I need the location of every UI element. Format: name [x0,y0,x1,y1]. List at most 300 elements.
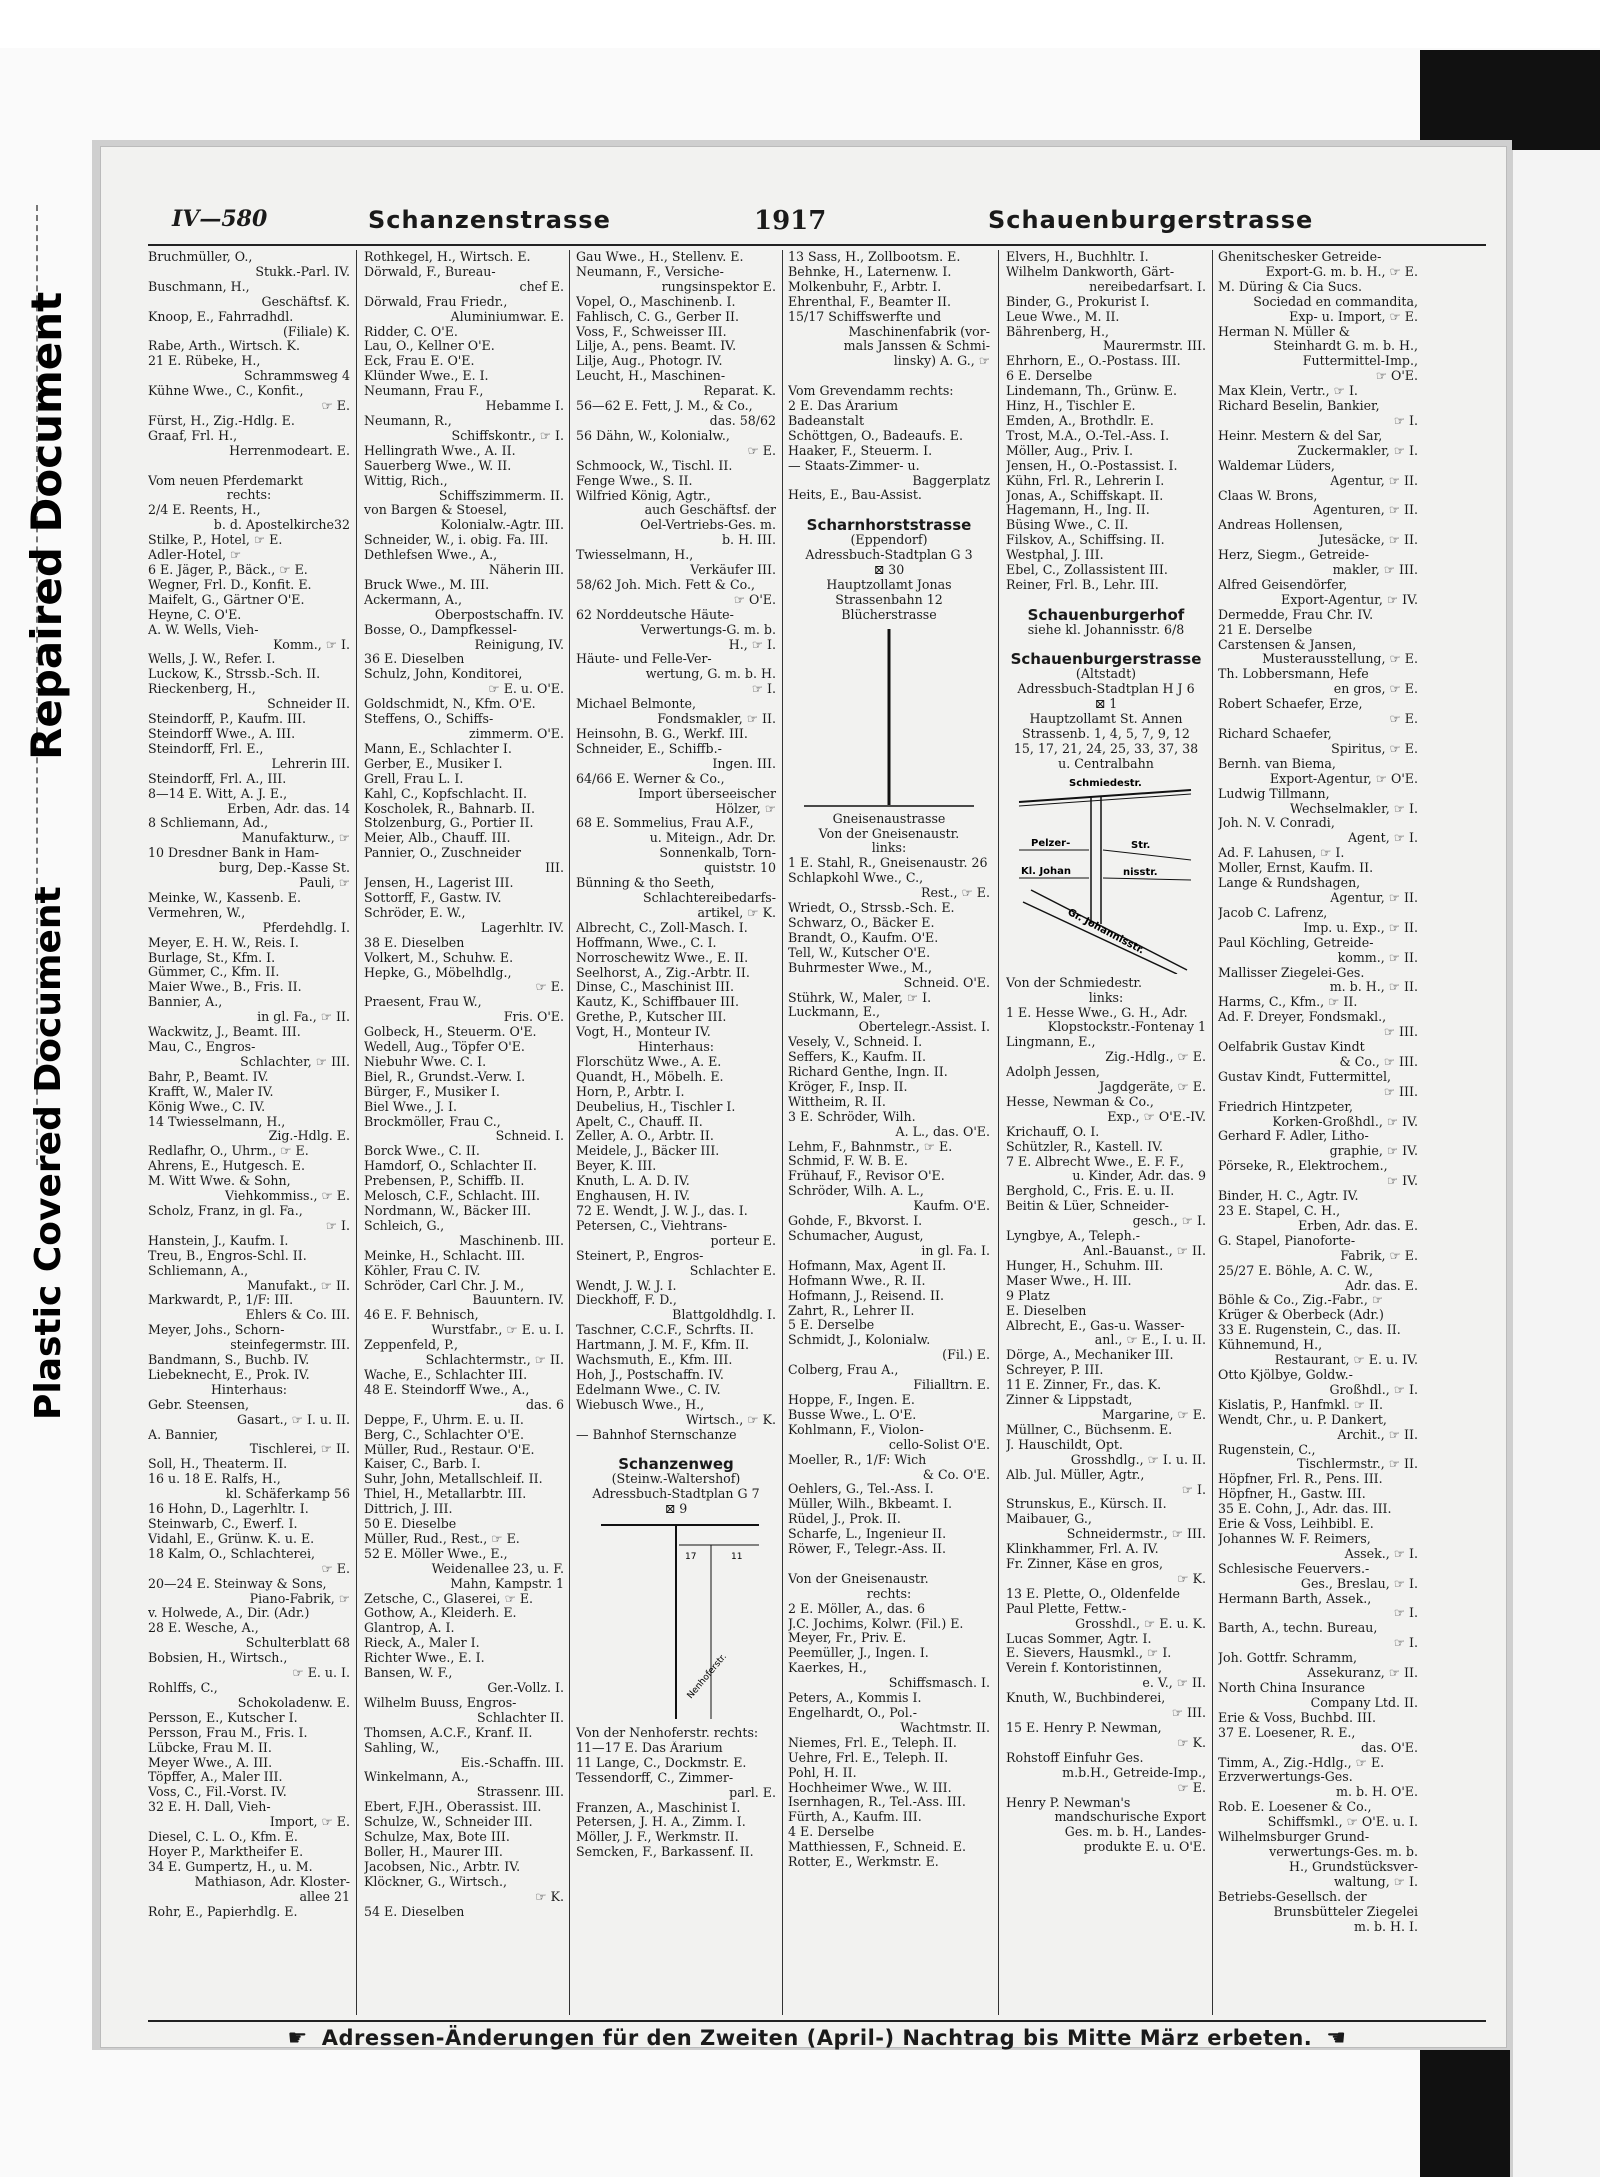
entry-continuation: Assekuranz, ☞ II. [1307,1666,1418,1681]
directory-entry-line: Mann, E., Schlachter I. [364,741,512,756]
directory-entry-line: Schlapkohl Wwe., C., [788,871,924,886]
directory-entry-line: Th. Lobbersmann, Hefe [1218,667,1369,682]
directory-entry-line: Fenge Wwe., S. II. [576,473,693,488]
entry-continuation: ☞ K. [1177,1735,1206,1750]
directory-entry-line: Gümmer, C., Kfm. II. [148,965,280,980]
entry-continuation: Company Ltd. II. [1310,1695,1418,1710]
directory-entry-line: Lucas Sommer, Agtr. I. [1006,1631,1152,1646]
entry-continuation: A. L., das. O'E. [895,1124,990,1139]
directory-entry-line: Glantrop, A. I. [364,1621,455,1636]
entry-continuation: Wurstfabr., ☞ E. u. I. [431,1323,564,1338]
directory-entry-line: Hermann Barth, Assek., [1218,1591,1372,1606]
directory-entry-line: 16 u. 18 E. Ralfs, H., [148,1472,281,1487]
directory-entry-line: Sauerberg Wwe., W. II. [364,458,512,473]
directory-entry-line: 46 E. F. Behnisch, [364,1308,479,1323]
directory-entry-line: Albrecht, C., Zoll-Masch. I. [576,920,748,935]
directory-entry-line: Schulze, Max, Bote III. [364,1830,510,1845]
directory-entry-line: Deubelius, H., Tischler I. [576,1099,736,1114]
entry-continuation: ☞ I. [1393,413,1418,428]
directory-entry-line: Seffers, K., Kaufm. II. [788,1050,926,1065]
directory-entry-line: Berghold, C., Fris. E. u. II. [1006,1184,1175,1199]
directory-entry-line: Soll, H., Theaterm. II. [148,1457,288,1472]
directory-entry-line: Meidele, J., Bäcker III. [576,1144,720,1159]
directory-entry-line: Vermehren, W., [148,905,246,920]
entry-continuation: ☞ O'E. [733,592,776,607]
directory-entry-line: Markwardt, P., 1/F: III. [148,1293,294,1308]
entry-continuation: ☞ I. [1393,1606,1418,1621]
directory-entry-line: Neumann, Frau F., [364,384,484,399]
directory-entry-line: Ebel, C., Zollassistent III. [1006,563,1168,578]
directory-entry-line: Hofmann Wwe., R. II. [788,1273,926,1288]
entry-continuation: ☞ E. u. O'E. [488,682,564,697]
directory-entry-line: Kaiser, C., Barb. I. [364,1457,481,1472]
directory-entry-line: 58/62 Joh. Mich. Fett & Co., [576,577,755,592]
directory-entry-line: Erie & Voss, Buchbd. III. [1218,1710,1376,1725]
directory-entry-line: Dittrich, J. III. [364,1502,453,1517]
entry-continuation: ☞ III. [1383,1084,1418,1099]
directory-entry-line: Buhrmester Wwe., M., [788,960,932,975]
directory-entry-line: Knoop, E., Fahrradhdl. [148,309,294,324]
directory-entry-line: Von der Gneisenaustr. [788,1571,929,1586]
directory-entry-line: Albrecht, E., Gas-u. Wasser- [1006,1318,1185,1333]
entry-continuation: Agenturen, ☞ II. [1313,503,1418,518]
map-street-label: Nenhoferstr. [685,1651,730,1701]
directory-entry-line: Frühauf, F., Revisor O'E. [788,1169,945,1184]
directory-entry-line: Klöckner, G., Wirtsch., [364,1874,507,1889]
entry-continuation: Ehlers & Co. III. [245,1308,350,1323]
map-street-label: Gr. Johannisstr. [1065,906,1146,957]
directory-entry-line: Schulze, W., Schneider III. [364,1815,533,1830]
directory-entry-line: — Bahnhof Sternschanze [576,1427,737,1442]
directory-entry-line: 8—14 E. Witt, A. J. E., [148,786,288,801]
directory-entry-line: Schumacher, August, [788,1229,924,1243]
directory-entry-line: Krüger & Oberbeck (Adr.) [1218,1308,1384,1323]
entry-continuation: Korken-Großhdl., ☞ IV. [1272,1114,1418,1129]
directory-entry-line: Wache, E., Schlachter III. [364,1367,528,1382]
directory-entry-line: Wackwitz, J., Beamt. III. [148,1025,301,1040]
directory-entry-line: Rotter, E., Werkmstr. E. [788,1855,939,1870]
directory-entry-line: 9 Platz [1006,1288,1050,1303]
directory-entry-line: Lübcke, Frau M. II. [148,1740,272,1755]
directory-entry-line: Voss, C., Fil.-Vorst. IV. [148,1785,287,1800]
column-divider [782,250,783,2015]
directory-entry-line: Schwarz, O., Bäcker E. [788,915,935,930]
directory-entry-line: Westphal, J. III. [1006,548,1104,563]
entry-continuation: Lehrerin III. [271,756,350,771]
entry-continuation: Manufakt., ☞ II. [247,1278,350,1293]
page-number: IV—580 [172,206,268,232]
directory-entry-line: E. Dieselben [1006,1303,1087,1318]
directory-entry-line: 64/66 E. Werner & Co., [576,771,725,786]
footer-rule [148,2020,1486,2022]
directory-entry-line: Jacobsen, Nic., Arbtr. IV. [364,1859,521,1874]
section-subheading: Hinterhaus: [210,1382,288,1397]
entry-continuation: Ges., Breslau, ☞ I. [1300,1576,1418,1591]
section-subheading: links: [1088,990,1124,1005]
entry-continuation: Erben, Adr. das. 14 [227,801,350,816]
entry-continuation: Komm., ☞ I. [273,637,350,652]
entry-continuation: m. b. H., ☞ II. [1329,980,1418,995]
directory-entry-line: Dieckhoff, F. D., [576,1293,677,1308]
directory-entry-line: Wittig, Rich., [364,473,448,488]
directory-entry-line: Johannes W. F. Reimers, [1218,1531,1371,1546]
entry-continuation: zimmerm. O'E. [469,727,564,741]
directory-entry-line: Redlafhr, O., Uhrm., ☞ E. [148,1144,309,1159]
entry-continuation: Sonnenkalb, Torn- [659,846,776,861]
directory-entry-line: Stührk, W., Maler, ☞ I. [788,990,932,1005]
section-subheading: Hinterhaus: [637,1040,715,1055]
entry-continuation: ☞ I. [751,682,776,697]
entry-continuation: (Fil.) E. [942,1348,990,1363]
directory-entry-line: Richard Beselin, Bankier, [1218,399,1380,414]
directory-entry-line: Henry P. Newman's [1006,1795,1131,1810]
directory-entry-line: Rohr, E., Papierhdlg. E. [148,1904,298,1919]
entry-continuation: anl., ☞ E., I. u. II. [1094,1333,1206,1348]
entry-continuation: cello-Solist O'E. [888,1437,990,1452]
entry-continuation: Schlachtereibedarfs- [643,890,776,905]
directory-entry-line: Schneider, E., Schiffb.- [576,741,722,756]
directory-entry-line: Paul Plette, Fettw.- [1006,1601,1127,1616]
entry-continuation: Schrammsweg 4 [244,369,350,384]
directory-entry-line: Biel Wwe., J. I. [364,1099,458,1114]
directory-entry-line: Praesent, Frau W., [364,995,482,1010]
directory-entry-line: Behnke, H., Laternenw. I. [788,264,952,279]
directory-entry-line: Fahlisch, C. G., Gerber II. [576,309,740,324]
entry-continuation: Brunsbütteler Ziegelei [1273,1904,1418,1919]
entry-continuation: Tischlermstr., ☞ II. [1297,1457,1418,1472]
header-year: 1917 [754,206,827,236]
entry-continuation: & Co. O'E. [922,1467,990,1482]
entry-continuation: Geschäftsf. K. [261,294,350,309]
directory-entry-line: Rieckenberg, H., [148,682,256,697]
entry-continuation: Schiffsmkl., ☞ O'E. u. I. [1267,1815,1418,1830]
street-info: Gneisenaustrasse [832,811,946,826]
entry-continuation: Pauli, ☞ [299,876,350,891]
street-info: Hauptzollamt Jonas [826,577,952,592]
entry-continuation: Musterausstellung, ☞ E. [1262,652,1418,667]
directory-entry-line: Verein f. Kontoristinnen, [1006,1661,1163,1676]
directory-entry-line: Hinz, H., Tischler E. [1006,399,1136,414]
entry-continuation: das. O'E. [1360,1740,1418,1755]
directory-entry-line: Steindorff, Frl. A., III. [148,771,287,786]
directory-entry-line: Buschmann, H., [148,279,250,294]
directory-entry-line: Busse Wwe., L. O'E. [788,1407,917,1422]
entry-continuation: Anl.-Bauanst., ☞ II. [1083,1244,1206,1258]
directory-entry-line: 56—62 E. Fett, J. M., & Co., [576,399,753,414]
directory-entry-line: G. Stapel, Pianoforte- [1218,1233,1356,1248]
entry-continuation: Schlachtermstr., ☞ II. [425,1353,564,1368]
directory-entry-line: Ad. F. Dreyer, Fondsmakl., [1218,1010,1387,1025]
column-divider [356,250,357,2015]
spacer [1006,638,1206,653]
entry-continuation: & Co., ☞ III. [1339,1054,1418,1069]
directory-entry-line: Treu, B., Engros-Schl. II. [148,1248,307,1263]
directory-entry-line: Gerhard F. Adler, Litho- [1218,1129,1369,1144]
directory-entry-line: Ehrhorn, E., O.-Postass. III. [1006,354,1181,369]
entry-continuation: parl. E. [729,1785,776,1800]
directory-entry-line: Steindorff Wwe., A. III. [148,726,296,741]
entry-continuation: Manufakturw., ☞ [241,831,350,846]
directory-entry-line: Bährenberg, H., [1006,324,1110,339]
directory-entry-line: Hellingrath Wwe., A. II. [364,443,516,458]
directory-entry-line: Andreas Hollensen, [1218,518,1343,533]
directory-entry-line: Fr. Zinner, Käse en gros, [1006,1557,1164,1572]
street-info: (Altstadt) [1075,667,1137,682]
entry-continuation: Baggerplatz [912,473,990,488]
directory-entry-line: J.C. Jochims, Kolwr. (Fil.) E. [788,1616,964,1631]
directory-entry-line: Lau, O., Kellner O'E. [364,339,495,354]
directory-entry-line: Badeanstalt [788,413,865,428]
directory-entry-line: Adler-Hotel, ☞ [148,548,242,563]
directory-entry-line: Elvers, H., Buchhltr. I. [1006,250,1149,264]
entry-continuation: Fondsmakler, ☞ II. [657,712,776,727]
directory-entry-line: Berg, C., Schlachter O'E. [364,1427,525,1442]
entry-continuation: artikel, ☞ K. [697,905,776,920]
entry-continuation: produkte E. u. O'E. [1083,1840,1206,1855]
directory-entry-line: Gebr. Steensen, [148,1397,249,1412]
directory-entry-line: Adolph Jessen, [1006,1065,1100,1080]
directory-entry-line: 1 E. Hesse Wwe., G. H., Adr. [1006,1005,1188,1020]
entry-continuation: gesch., ☞ I. [1132,1214,1206,1229]
schanzenweg-street-map [581,1519,771,1724]
directory-entry-line: Hagemann, H., Ing. II. [1006,503,1150,518]
directory-entry-line: Hepke, G., Möbelhdlg., [364,965,512,980]
directory-entry-line: 36 E. Dieselben [364,652,465,667]
entry-continuation: Maschinenb. III. [459,1233,564,1248]
entry-continuation: Rest., ☞ E. [921,886,990,901]
directory-entry-line: Lange & Rundshagen, [1218,876,1361,891]
directory-entry-line: Zahrt, R., Lehrer II. [788,1303,915,1318]
directory-entry-line: Thomsen, A.C.F., Kranf. II. [364,1725,533,1740]
directory-entry-line: Rohlffs, C., [148,1680,218,1695]
entry-continuation: Zig.-Hdlg. E. [268,1129,350,1144]
directory-entry-line: Rob. E. Loesener & Co., [1218,1800,1372,1815]
entry-continuation: Weidenallee 23, u. F. [431,1561,564,1576]
entry-continuation: Verwertungs-G. m. b. [640,622,776,637]
directory-entry-line: Neumann, F., Versiche- [576,264,724,279]
directory-entry-line: 6 E. Derselbe [1006,369,1093,384]
directory-entry-line: Richard Genthe, Ingn. II. [788,1065,948,1080]
map-house-number: 11 [731,1552,743,1563]
directory-entry-line: Hofmann, Max, Agent II. [788,1258,947,1273]
directory-entry-line: Bürger, F., Musiker I. [364,1084,500,1099]
directory-entry-line: Joh. Gottfr. Schramm, [1218,1651,1358,1666]
directory-entry-line: Oelfabrik Gustav Kindt [1218,1040,1365,1055]
directory-entry-line: Lyngbye, A., Teleph.- [1006,1229,1140,1244]
directory-entry-line: 48 E. Steindorff Wwe., A., [364,1382,530,1397]
entry-continuation: Sociedad en commandita, [1253,294,1418,309]
directory-entry-line: 52 E. Möller Wwe., E., [364,1546,508,1561]
entry-continuation: Blattgoldhdlg. I. [672,1308,776,1323]
directory-entry-line: Ad. F. Lahusen, ☞ I. [1218,846,1345,861]
entry-continuation: Schlachter II. [477,1710,564,1725]
spacer [788,1557,990,1572]
entry-continuation: chef E. [519,279,564,294]
directory-entry-line: Pörseke, R., Elektrochem., [1218,1159,1388,1174]
directory-entry-line: Bansen, W. F., [364,1666,453,1681]
directory-entry-line: Schliemann, A., [148,1263,249,1278]
directory-entry-line: Hoppe, F., Ingen. E. [788,1392,915,1407]
directory-entry-line: Kohlmann, F., Violon- [788,1422,924,1437]
directory-entry-line: Kislatis, P., Hanfmkl. ☞ II. [1218,1397,1384,1412]
directory-entry-line: Ackermann, A., [364,592,463,607]
directory-entry-line: Heits, E., Bau-Assist. [788,488,922,503]
directory-entry-line: Schneider, W., i. obig. Fa. III. [364,533,549,548]
directory-entry-line: Töpffer, A., Maler III. [148,1770,283,1785]
directory-entry-line: Steindorff, Frl. E., [148,741,264,756]
entry-continuation: b. H. III. [722,533,776,548]
directory-entry-line: 38 E. Dieselben [364,935,465,950]
directory-entry-line: M. Witt Wwe. & Sohn, [148,1174,291,1189]
directory-entry-line: Bosse, O., Dampfkessel- [364,622,517,637]
directory-entry-line: 13 Sass, H., Zollbootsm. E. [788,250,961,264]
entry-continuation: Eis.-Schaffn. III. [460,1755,564,1770]
directory-entry-line: Gohde, F., Bkvorst. I. [788,1214,923,1229]
directory-entry-line: Brockmöller, Frau C., [364,1114,501,1129]
section-subheading: links: [871,841,907,856]
street-info: Strassenb. 1, 4, 5, 7, 9, 12 [1022,726,1190,741]
entry-continuation: ☞ I. [1181,1482,1206,1497]
entry-continuation: rungsinspektor E. [661,279,776,294]
entry-continuation: Import überseeischer [638,786,776,801]
directory-entry-line: Dörwald, Frau Friedr., [364,294,508,309]
map-street-label: nisstr. [1123,866,1158,878]
column-1 [148,250,350,2018]
header-left-street: Schanzenstrasse [368,206,611,234]
directory-entry-line: Vidahl, E., Grünw. K. u. E. [148,1531,315,1546]
directory-entry-line: 2/4 E. Reents, H., [148,503,261,518]
directory-entry-line: 14 Twiesselmann, H., [148,1114,286,1129]
spacer [788,369,990,384]
directory-entry-line: Ehrenthal, F., Beamter II. [788,294,952,309]
spacer [1006,593,1206,608]
entry-continuation: Import, ☞ E. [269,1815,350,1830]
directory-entry-line: Erzverwertungs-Ges. [1218,1770,1353,1785]
directory-entry-line: Meyer, Johs., Schorn- [148,1323,285,1338]
entry-continuation: m.b.H., Getreide-Imp., [1062,1765,1206,1780]
directory-entry-line: 33 E. Rugenstein, C., das. II. [1218,1323,1401,1338]
entry-continuation: Assek., ☞ I. [1344,1546,1418,1561]
directory-entry-line: Höpfner, Frl. R., Pens. III. [1218,1472,1383,1487]
directory-entry-line: 15 E. Henry P. Newman, [1006,1721,1162,1735]
entry-continuation: Adr. das. E. [1344,1278,1418,1293]
directory-entry-line: Kautz, K., Schiffbauer III. [576,995,739,1010]
scan-paper-edge [1510,150,1600,2177]
directory-entry-line: Rothkegel, H., Wirtsch. E. [364,250,531,264]
directory-entry-line: 2 E. Das Ärarium [788,399,899,414]
column-3 [576,250,776,2018]
entry-continuation: Grosshdl., ☞ E. u. K. [1075,1616,1206,1631]
directory-entry-line: Biel, R., Grundst.-Verw. I. [364,1069,526,1084]
directory-entry-line: Zinner & Lippstadt, [1006,1393,1133,1408]
directory-entry-line: Bernh. van Biema, [1218,756,1336,771]
directory-entry-line: Thiel, H., Metallarbtr. III. [364,1487,527,1502]
directory-entry-line: Claas W. Brons, [1218,488,1318,503]
directory-entry-line: Semcken, F., Barkassenf. II. [576,1845,754,1860]
directory-entry-line: Luckmann, E., [788,1005,881,1020]
directory-entry-line: Höpfner, H., Gastw. III. [1218,1487,1366,1502]
directory-entry-line: Dörge, A., Mechaniker III. [1006,1348,1174,1363]
directory-entry-line: Heinsohn, B. G., Werkf. III. [576,727,748,741]
entry-continuation: Schneid. I. [495,1129,564,1144]
directory-entry-line: Kröger, F., Insp. II. [788,1079,908,1094]
directory-entry-line: Friedrich Hintzpeter, [1218,1099,1354,1114]
directory-entry-line: Luckow, K., Strssb.-Sch. II. [148,667,321,682]
entry-continuation: ☞ K. [535,1889,564,1904]
directory-entry-line: 16 Hohn, D., Lagerhltr. I. [148,1502,309,1517]
directory-entry-line: Meier, Alb., Chauff. III. [364,831,511,846]
entry-continuation: steinfegermstr. III. [230,1338,350,1353]
directory-entry-line: Apelt, C., Chauff. II. [576,1114,703,1129]
entry-continuation: e. V., ☞ II. [1142,1676,1206,1691]
directory-entry-line: Steffens, O., Schiffs- [364,712,494,727]
side-label-plastic: Plastic Covered Document [28,886,69,1420]
directory-entry-line: Isernhagen, R., Tel.-Ass. III. [788,1795,966,1810]
directory-entry-line: 7 E. Albrecht Wwe., E. F. F., [1006,1154,1185,1169]
directory-entry-line: Büsing Wwe., C. II. [1006,518,1129,533]
footer-text: Adressen-Änderungen für den Zweiten (April-) Nachtrag bis Mitte März erbeten. [321,2026,1313,2050]
directory-entry-line: Brandt, O., Kaufm. O'E. [788,930,939,945]
street-info: Hauptzollamt St. Annen [1029,712,1183,727]
entry-continuation: Agentur, ☞ II. [1330,473,1418,488]
directory-entry-line: Niemes, Frl. E., Teleph. II. [788,1735,957,1750]
entry-continuation: Schiffszimmerm. II. [438,488,564,503]
directory-entry-line: Klinkhammer, Frl. A. IV. [1006,1542,1159,1557]
entry-continuation: Exp- u. Import, ☞ E. [1289,309,1418,324]
entry-continuation: m. b. H. I. [1354,1919,1418,1934]
entry-continuation: Obertelegr.-Assist. I. [858,1020,990,1035]
directory-entry-line: Eck, Frau E. O'E. [364,354,475,369]
directory-entry-line: Wilhelm Dankworth, Gärt- [1006,264,1175,279]
street-info: ⊠ 1 [1094,697,1118,712]
entry-continuation: Schlachter, ☞ III. [240,1054,350,1069]
street-info: ⊠ 9 [664,1502,688,1517]
directory-entry-line: Schröder, Wilh. A. L., [788,1184,924,1199]
entry-continuation: nereibedarfsart. I. [1089,279,1206,294]
directory-entry-line: Hofmann, J., Reisend. II. [788,1288,944,1303]
entry-continuation: Lagerhltr. IV. [480,920,564,935]
directory-entry-line: Bandmann, S., Buchb. IV. [148,1353,310,1368]
directory-entry-line: Nordmann, W., Bäcker III. [364,1204,531,1218]
directory-entry-line: Kühn, Frl. R., Lehrerin I. [1006,473,1165,488]
directory-entry-line: Wells, J. W., Refer. I. [148,652,276,667]
directory-entry-line: Petersen, C., Viehtrans- [576,1218,728,1233]
entry-continuation: m. b. H. O'E. [1336,1785,1418,1800]
directory-entry-line: Hoyer P., Marktheifer E. [148,1844,304,1859]
entry-continuation: ☞ I. [1393,1636,1418,1651]
entry-continuation: verwertungs-Ges. m. b. [1269,1844,1418,1859]
directory-entry-line: Beitin & Lüer, Schneider- [1006,1199,1169,1214]
directory-entry-line: Bünning & tho Seeth, [576,876,715,891]
directory-entry-line: 3 E. Schröder, Wilh. [788,1109,916,1124]
directory-entry-line: 5 E. Derselbe [788,1318,875,1333]
directory-entry-line: Steinwarb, C., Ewerf. I. [148,1517,298,1532]
directory-entry-line: Max Klein, Vertr., ☞ I. [1218,384,1358,399]
spacer [788,503,990,518]
section-subheading: rechts: [866,1586,912,1601]
street-info: Adressbuch-Stadtplan G 7 [592,1487,760,1502]
directory-entry-line: Persson, E., Kutscher I. [148,1710,298,1725]
entry-continuation: Stukk.-Parl. IV. [255,264,350,279]
directory-entry-line: Schulz, John, Konditorei, [364,667,523,682]
directory-entry-line: Prebensen, P., Schiffb. II. [364,1174,525,1189]
directory-entry-line: Sahling, W., [364,1740,440,1755]
directory-entry-line: Vesely, V., Schneid. I. [788,1035,923,1050]
entry-continuation: ☞ E. [1177,1780,1206,1795]
directory-entry-line: Franzen, A., Maschinist I. [576,1800,741,1815]
directory-entry-line: Hesse, Newman & Co., [1006,1094,1154,1109]
entry-continuation: Filialltrn. E. [913,1378,990,1393]
